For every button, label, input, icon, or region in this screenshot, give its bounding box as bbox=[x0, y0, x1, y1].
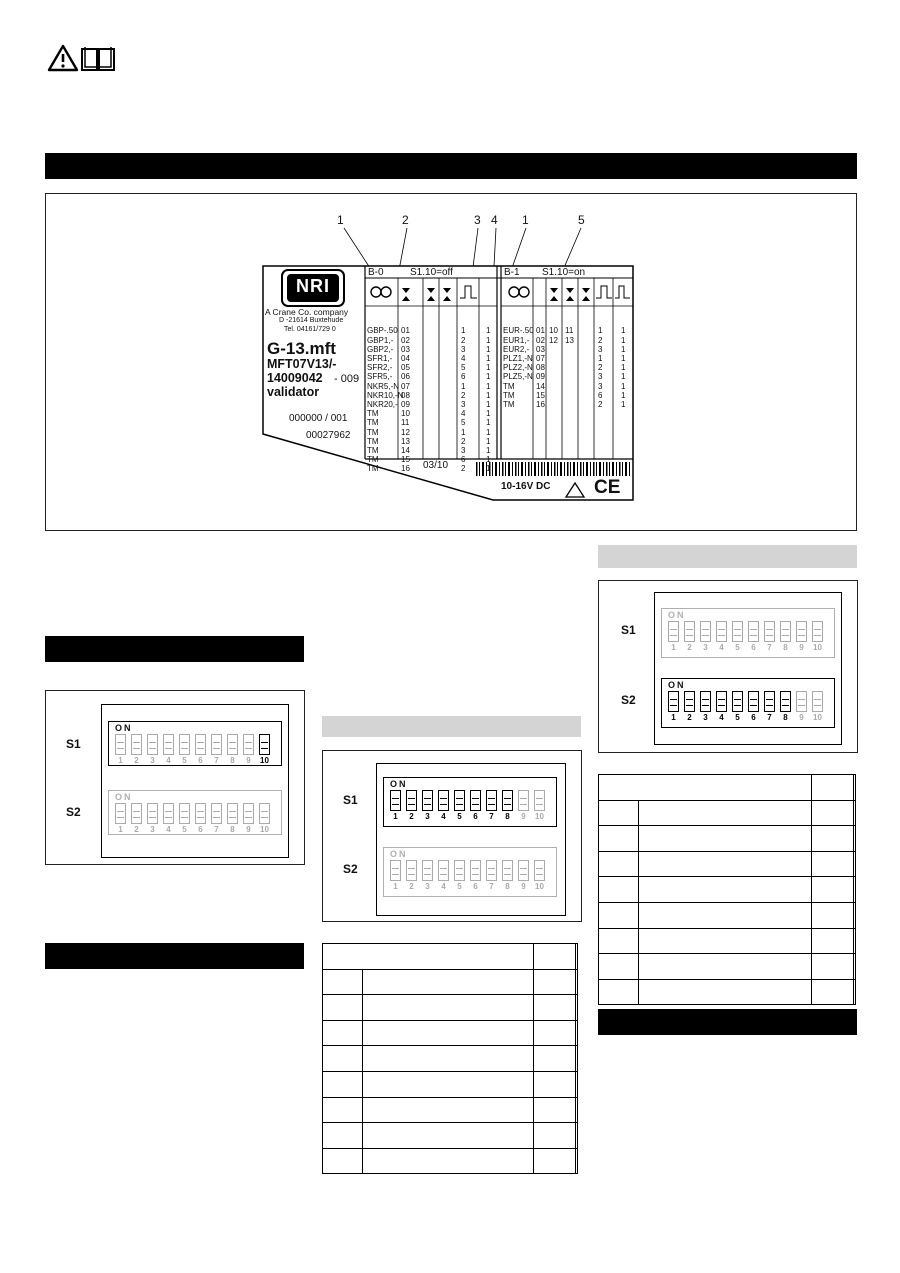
dip-switch-1[interactable] bbox=[389, 790, 402, 821]
dip-number: 2 bbox=[687, 713, 692, 722]
dip-lever bbox=[438, 790, 449, 811]
dip-number: 2 bbox=[134, 825, 139, 834]
dip-switch-8[interactable] bbox=[501, 860, 514, 891]
dip-number: 7 bbox=[214, 825, 219, 834]
dip-switch-6[interactable] bbox=[747, 621, 760, 652]
dip-lever bbox=[454, 860, 465, 881]
dip-number: 8 bbox=[505, 812, 510, 821]
dip-lever bbox=[518, 860, 529, 881]
dip-switch-9[interactable] bbox=[242, 734, 255, 765]
dip-lever bbox=[195, 803, 206, 824]
dip-lever bbox=[470, 860, 481, 881]
dip-switch-3[interactable] bbox=[146, 803, 159, 834]
dip-switch-7[interactable] bbox=[485, 860, 498, 891]
dip-switch-s2 bbox=[383, 847, 557, 897]
dip-switch-8[interactable] bbox=[779, 691, 792, 722]
dip-number: 1 bbox=[393, 812, 398, 821]
dip-number: 1 bbox=[118, 825, 123, 834]
dip-lever bbox=[668, 691, 679, 712]
on-label: ON bbox=[390, 779, 408, 789]
dip-lever bbox=[243, 803, 254, 824]
dip-number: 4 bbox=[166, 756, 171, 765]
dip-switch-9[interactable] bbox=[795, 621, 808, 652]
dip-switch-1[interactable] bbox=[389, 860, 402, 891]
settings-table bbox=[598, 774, 856, 1005]
on-label: ON bbox=[390, 849, 408, 859]
dip-lever bbox=[163, 803, 174, 824]
dip-lever bbox=[406, 790, 417, 811]
dip-number: 8 bbox=[783, 713, 788, 722]
dip-lever bbox=[454, 790, 465, 811]
dip-number: 10 bbox=[535, 812, 544, 821]
s2-label: S2 bbox=[621, 693, 636, 707]
on-label: ON bbox=[668, 680, 686, 690]
dip-switch-4[interactable] bbox=[162, 803, 175, 834]
dip-switch-4[interactable] bbox=[715, 621, 728, 652]
model-name: G-13.mft bbox=[267, 339, 336, 358]
dip-lever bbox=[131, 734, 142, 755]
dip-switch-2[interactable] bbox=[130, 734, 143, 765]
dip-lever bbox=[812, 691, 823, 712]
dip-switch-6[interactable] bbox=[469, 860, 482, 891]
dip-lever bbox=[684, 621, 695, 642]
dip-number: 8 bbox=[230, 756, 235, 765]
dip-number: 9 bbox=[246, 825, 251, 834]
dip-switch-3[interactable] bbox=[146, 734, 159, 765]
dip-lever bbox=[131, 803, 142, 824]
dip-switch-s2 bbox=[661, 678, 835, 728]
dip-lever bbox=[700, 691, 711, 712]
dip-number: 7 bbox=[767, 713, 772, 722]
logo-text: NRI bbox=[296, 276, 330, 296]
dip-switch-6[interactable] bbox=[747, 691, 760, 722]
dip-number: 7 bbox=[767, 643, 772, 652]
dip-lever bbox=[684, 691, 695, 712]
dip-number: 2 bbox=[409, 812, 414, 821]
section-subheading-bar bbox=[598, 545, 857, 568]
dip-number: 3 bbox=[150, 825, 155, 834]
dip-number: 3 bbox=[425, 812, 430, 821]
serial-suffix: - 009 bbox=[334, 373, 360, 385]
dip-lever bbox=[486, 790, 497, 811]
code-1: 000000 / 001 bbox=[289, 413, 348, 424]
dip-switch-7[interactable] bbox=[210, 734, 223, 765]
dip-switch-1[interactable] bbox=[667, 691, 680, 722]
dip-number: 6 bbox=[198, 756, 203, 765]
dip-switch-5[interactable] bbox=[178, 734, 191, 765]
dip-switch-9[interactable] bbox=[517, 790, 530, 821]
block1-setting: S1.10=on bbox=[542, 267, 586, 278]
dip-number: 5 bbox=[735, 713, 740, 722]
dip-number: 9 bbox=[246, 756, 251, 765]
s2-label: S2 bbox=[66, 805, 81, 819]
dip-switch-8[interactable] bbox=[226, 803, 239, 834]
dip-switch-1[interactable] bbox=[114, 803, 127, 834]
dip-switch-s1 bbox=[661, 608, 835, 658]
dip-switch-8[interactable] bbox=[226, 734, 239, 765]
dip-lever bbox=[796, 691, 807, 712]
dip-number: 4 bbox=[441, 812, 446, 821]
on-label: ON bbox=[668, 610, 686, 620]
date-code: 03/10 bbox=[423, 460, 449, 471]
dip-switch-s1 bbox=[383, 777, 557, 827]
dip-switch-5[interactable] bbox=[731, 691, 744, 722]
on-label: ON bbox=[115, 723, 133, 733]
dip-switch-10[interactable] bbox=[811, 691, 824, 722]
dip-switch-3[interactable] bbox=[699, 621, 712, 652]
dip-number: 2 bbox=[134, 756, 139, 765]
s2-label: S2 bbox=[343, 862, 358, 876]
code-2: 00027962 bbox=[306, 430, 351, 441]
dip-switch-4[interactable] bbox=[437, 790, 450, 821]
settings-table bbox=[322, 943, 578, 1174]
dip-number: 3 bbox=[150, 756, 155, 765]
dip-lever bbox=[115, 734, 126, 755]
dip-number: 6 bbox=[198, 825, 203, 834]
section-heading-bar bbox=[45, 153, 857, 179]
dip-switch-s1 bbox=[108, 721, 282, 766]
dip-lever bbox=[764, 691, 775, 712]
section-subheading-bar bbox=[322, 716, 581, 737]
callout-number: 2 bbox=[402, 213, 409, 227]
dip-switch-7[interactable] bbox=[763, 621, 776, 652]
dip-switch-4[interactable] bbox=[437, 860, 450, 891]
dip-switch-10[interactable] bbox=[258, 803, 271, 834]
serial-main: 14009042 bbox=[267, 371, 323, 385]
dip-switch-2[interactable] bbox=[683, 691, 696, 722]
block0-title: B-0 bbox=[368, 267, 384, 278]
dip-switch-1[interactable] bbox=[667, 621, 680, 652]
block1-alt1-list: 10 12 bbox=[549, 326, 558, 345]
warning-triangle-icon bbox=[47, 44, 79, 72]
dip-lever bbox=[422, 860, 433, 881]
dip-number: 1 bbox=[671, 643, 676, 652]
dip-number: 7 bbox=[214, 756, 219, 765]
section-heading-bar bbox=[45, 636, 304, 662]
dip-lever bbox=[534, 860, 545, 881]
ce-mark: CE bbox=[594, 477, 621, 498]
dip-switch-2[interactable] bbox=[405, 790, 418, 821]
dip-lever bbox=[764, 621, 775, 642]
dip-switch-8[interactable] bbox=[501, 790, 514, 821]
dip-number: 6 bbox=[473, 812, 478, 821]
dip-switch-5[interactable] bbox=[453, 790, 466, 821]
dip-switch-row bbox=[667, 621, 824, 652]
dip-switch-6[interactable] bbox=[194, 734, 207, 765]
block1-title: B-1 bbox=[504, 267, 520, 278]
dip-number: 6 bbox=[473, 882, 478, 891]
dip-switch-5[interactable] bbox=[731, 621, 744, 652]
dip-lever bbox=[147, 734, 158, 755]
dip-lever bbox=[486, 860, 497, 881]
dip-lever bbox=[438, 860, 449, 881]
dip-switch-figure bbox=[598, 580, 858, 753]
dip-lever bbox=[732, 691, 743, 712]
dip-number: 1 bbox=[393, 882, 398, 891]
dip-number: 6 bbox=[751, 713, 756, 722]
dip-switch-9[interactable] bbox=[242, 803, 255, 834]
label-plate-figure bbox=[45, 193, 857, 531]
dip-lever bbox=[163, 734, 174, 755]
dip-number: 1 bbox=[671, 713, 676, 722]
block0-setting: S1.10=off bbox=[410, 267, 453, 278]
dip-number: 9 bbox=[521, 812, 526, 821]
dip-lever bbox=[147, 803, 158, 824]
dip-switch-6[interactable] bbox=[469, 790, 482, 821]
dip-switch-2[interactable] bbox=[683, 621, 696, 652]
dip-number: 4 bbox=[719, 643, 724, 652]
plate-outline bbox=[46, 194, 858, 532]
dip-switch-4[interactable] bbox=[715, 691, 728, 722]
dip-switch-row bbox=[114, 803, 271, 834]
on-label: ON bbox=[115, 792, 133, 802]
dip-lever bbox=[716, 621, 727, 642]
dip-number: 8 bbox=[230, 825, 235, 834]
dip-number: 9 bbox=[799, 643, 804, 652]
dip-lever bbox=[390, 860, 401, 881]
dip-switch-10[interactable] bbox=[533, 860, 546, 891]
dip-lever bbox=[700, 621, 711, 642]
dip-number: 4 bbox=[441, 882, 446, 891]
dip-lever bbox=[518, 790, 529, 811]
dip-number: 10 bbox=[813, 643, 822, 652]
dip-lever bbox=[195, 734, 206, 755]
dip-number: 5 bbox=[735, 643, 740, 652]
callout-number: 4 bbox=[491, 213, 498, 227]
dip-lever bbox=[227, 803, 238, 824]
callout-number: 1 bbox=[522, 213, 529, 227]
dip-number: 5 bbox=[182, 825, 187, 834]
dip-switch-6[interactable] bbox=[194, 803, 207, 834]
dip-lever bbox=[502, 860, 513, 881]
dip-switch-7[interactable] bbox=[485, 790, 498, 821]
dip-lever bbox=[115, 803, 126, 824]
callout-number: 1 bbox=[337, 213, 344, 227]
block1-sort-list: 1 2 3 1 2 3 3 6 2 bbox=[598, 326, 603, 410]
dip-switch-7[interactable] bbox=[763, 691, 776, 722]
dip-switch-3[interactable] bbox=[699, 691, 712, 722]
dip-switch-row bbox=[389, 860, 546, 891]
dip-number: 1 bbox=[118, 756, 123, 765]
dip-lever bbox=[534, 790, 545, 811]
dip-switch-3[interactable] bbox=[421, 860, 434, 891]
block0-coin-list: GBP-.50 GBP1,- GBP2,- SFR1,- SFR2,- SFR5,- NKR5,-N NKR10,-N NKR20,- TM TM TM TM TM TM TM bbox=[367, 326, 404, 474]
dip-number: 10 bbox=[260, 756, 269, 765]
block1-alt2-list: 11 13 bbox=[565, 326, 574, 345]
dip-switch-figure bbox=[45, 690, 305, 865]
dip-lever bbox=[259, 734, 270, 755]
s1-label: S1 bbox=[343, 793, 358, 807]
dip-switch-1[interactable] bbox=[114, 734, 127, 765]
dip-lever bbox=[780, 691, 791, 712]
dip-lever bbox=[716, 691, 727, 712]
dip-switch-9[interactable] bbox=[517, 860, 530, 891]
block1-channel-list: 01 02 03 07 08 09 14 15 16 bbox=[536, 326, 545, 410]
dip-number: 3 bbox=[425, 882, 430, 891]
dip-lever bbox=[748, 691, 759, 712]
dip-number: 4 bbox=[166, 825, 171, 834]
dip-switch-5[interactable] bbox=[453, 860, 466, 891]
block1-coin-list: EUR-.50 EUR1,- EUR2,- PLZ1,-N PLZ2,-N PLZ5,-N TM TM TM bbox=[503, 326, 534, 410]
dip-lever bbox=[259, 803, 270, 824]
dip-number: 3 bbox=[703, 643, 708, 652]
dip-switch-3[interactable] bbox=[421, 790, 434, 821]
dip-switch-row bbox=[667, 691, 824, 722]
block0-channel-list: 01 02 03 04 05 06 07 08 09 10 11 12 13 14 15 16 bbox=[401, 326, 410, 474]
dip-switch-row bbox=[389, 790, 546, 821]
dip-switch-5[interactable] bbox=[178, 803, 191, 834]
dip-number: 5 bbox=[457, 812, 462, 821]
dip-lever bbox=[243, 734, 254, 755]
callout-number: 3 bbox=[474, 213, 481, 227]
s1-label: S1 bbox=[66, 737, 81, 751]
dip-lever bbox=[227, 734, 238, 755]
block1-output-list: 1 1 1 1 1 1 1 1 1 bbox=[621, 326, 626, 410]
dip-switch-figure bbox=[322, 750, 582, 922]
dip-lever bbox=[780, 621, 791, 642]
s1-label: S1 bbox=[621, 623, 636, 637]
dip-lever bbox=[390, 790, 401, 811]
dip-number: 7 bbox=[489, 882, 494, 891]
dip-number: 5 bbox=[182, 756, 187, 765]
dip-switch-10[interactable] bbox=[533, 790, 546, 821]
section-heading-bar bbox=[598, 1009, 857, 1035]
dip-number: 8 bbox=[783, 643, 788, 652]
section-heading-bar bbox=[45, 943, 304, 969]
dip-number: 8 bbox=[505, 882, 510, 891]
dip-number: 7 bbox=[489, 812, 494, 821]
dip-switch-s2 bbox=[108, 790, 282, 835]
dip-switch-10[interactable] bbox=[811, 621, 824, 652]
dip-lever bbox=[732, 621, 743, 642]
dip-number: 10 bbox=[813, 713, 822, 722]
dip-number: 4 bbox=[719, 713, 724, 722]
dip-switch-9[interactable] bbox=[795, 691, 808, 722]
callout-number: 5 bbox=[578, 213, 585, 227]
dip-number: 5 bbox=[457, 882, 462, 891]
dip-lever bbox=[748, 621, 759, 642]
dip-switch-2[interactable] bbox=[130, 803, 143, 834]
dip-number: 6 bbox=[751, 643, 756, 652]
dip-lever bbox=[406, 860, 417, 881]
voltage-rating: 10-16V DC bbox=[501, 481, 551, 492]
dip-lever bbox=[502, 790, 513, 811]
manual-book-icon bbox=[80, 45, 116, 73]
dip-switch-8[interactable] bbox=[779, 621, 792, 652]
dip-lever bbox=[668, 621, 679, 642]
dip-lever bbox=[211, 734, 222, 755]
block0-sort-list: 1 2 3 4 5 6 1 2 3 4 5 1 2 3 6 2 bbox=[461, 326, 466, 474]
dip-lever bbox=[796, 621, 807, 642]
block0-output-list: 1 1 1 1 1 1 1 1 1 1 1 1 1 1 1 1 bbox=[486, 326, 491, 474]
dip-number: 10 bbox=[260, 825, 269, 834]
dip-lever bbox=[179, 803, 190, 824]
dip-switch-2[interactable] bbox=[405, 860, 418, 891]
dip-switch-4[interactable] bbox=[162, 734, 175, 765]
company-address: D -21614 Buxtehude bbox=[279, 317, 344, 324]
dip-lever bbox=[422, 790, 433, 811]
company-phone: Tel. 04161/729 0 bbox=[284, 326, 336, 333]
product-type: validator bbox=[267, 385, 320, 399]
part-number: MFT07V13/- bbox=[267, 357, 337, 371]
dip-lever bbox=[211, 803, 222, 824]
dip-number: 9 bbox=[521, 882, 526, 891]
dip-number: 3 bbox=[703, 713, 708, 722]
dip-lever bbox=[470, 790, 481, 811]
dip-switch-10[interactable] bbox=[258, 734, 271, 765]
dip-switch-row bbox=[114, 734, 271, 765]
company-name: A Crane Co. company bbox=[265, 307, 349, 317]
dip-number: 9 bbox=[799, 713, 804, 722]
dip-number: 10 bbox=[535, 882, 544, 891]
dip-switch-7[interactable] bbox=[210, 803, 223, 834]
dip-number: 2 bbox=[687, 643, 692, 652]
dip-lever bbox=[179, 734, 190, 755]
dip-lever bbox=[812, 621, 823, 642]
dip-number: 2 bbox=[409, 882, 414, 891]
